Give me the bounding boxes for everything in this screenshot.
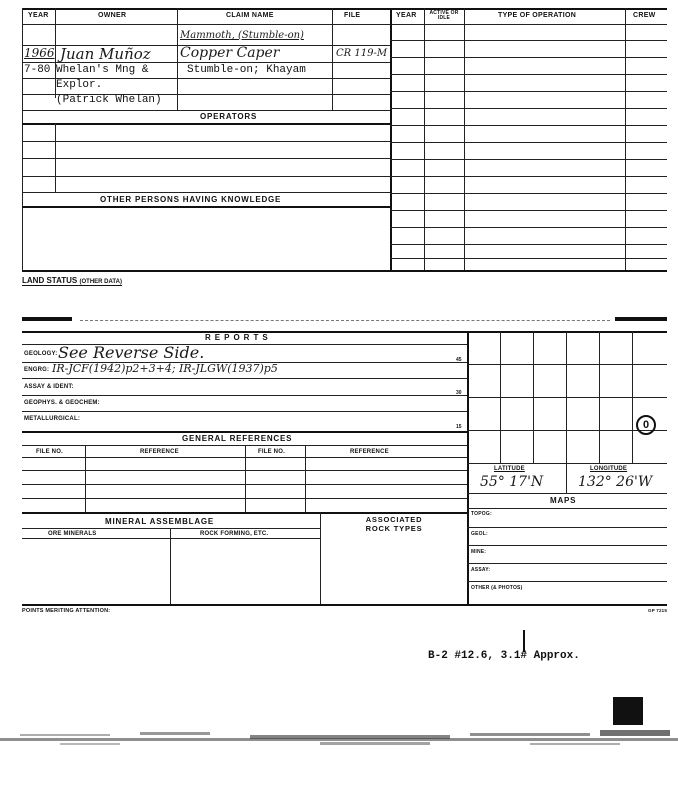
owner-row-2-year: 7-80 <box>24 64 51 76</box>
owner-row-1-year: 1966 <box>24 46 55 60</box>
header-type-of-operation: TYPE OF OPERATION <box>498 12 577 19</box>
header-op-year: YEAR <box>396 12 417 19</box>
latitude-value: 55° 17'N <box>480 474 544 490</box>
scan-noise-band <box>0 718 678 758</box>
assay-label: ASSAY & IDENT: <box>24 384 74 390</box>
header-year: YEAR <box>28 12 49 19</box>
gr-header-file-no-2: FILE NO. <box>258 449 285 455</box>
claim-row-0: Mammoth, (Stumble-on) <box>180 30 304 41</box>
gr-header-file-no-1: FILE NO. <box>36 449 63 455</box>
maps-topog: TOPOG: <box>471 511 492 517</box>
rock-forming-header: ROCK FORMING, ETC. <box>200 531 269 537</box>
owner-row-1-file: CR 119-M <box>336 48 388 59</box>
owner-row-2-claim: Stumble-on; Khayam <box>187 64 306 76</box>
owner-row-1-owner: Juan Muñoz <box>60 45 151 63</box>
header-crew: CREW <box>633 12 656 19</box>
engrg-value: IR-JCF(1942)p2+3+4; IR-JLGW(1937)p5 <box>52 362 278 375</box>
latitude-label: LATITUDE <box>494 466 525 472</box>
associated-rock-types-title: ASSOCIATED ROCK TYPES <box>365 515 423 533</box>
geology-label: GEOLOGY: <box>24 351 58 357</box>
header-claim-name: CLAIM NAME <box>226 12 274 19</box>
reports-title: REPORTS <box>205 333 272 342</box>
longitude-value: 132° 26'W <box>578 474 653 490</box>
bottom-note: B-2 #12.6, 3.1# Approx. <box>428 650 580 662</box>
general-references-title: GENERAL REFERENCES <box>182 434 293 443</box>
maps-other: OTHER (& PHOTOS) <box>471 585 523 591</box>
geophys-label: GEOPHYS. & GEOCHEM: <box>24 400 100 406</box>
owner-row-1-claim: Copper Caper <box>180 45 280 61</box>
side-number-30: 30 <box>456 390 462 396</box>
ore-minerals-header: ORE MINERALS <box>48 531 97 537</box>
land-status-subtitle: (OTHER DATA) <box>79 279 122 285</box>
knowledge-title: OTHER PERSONS HAVING KNOWLEDGE <box>100 195 282 204</box>
gr-header-reference-2: REFERENCE <box>350 449 389 455</box>
longitude-label: LONGITUDE <box>590 466 628 472</box>
mineral-assemblage-title: MINERAL ASSEMBLAGE <box>105 517 215 526</box>
side-number-15: 15 <box>456 424 462 430</box>
owner-row-2-owner: Whelan's Mng & <box>56 64 149 76</box>
gr-header-reference-1: REFERENCE <box>140 449 179 455</box>
form-number: GP 7215 <box>648 608 668 613</box>
location-circle: 0 <box>636 415 656 435</box>
maps-assay: ASSAY: <box>471 567 491 573</box>
maps-geol: GEOL: <box>471 531 488 537</box>
land-status-label <box>22 276 122 286</box>
owner-row-3-owner: Explor. <box>56 79 103 91</box>
note-tick <box>523 630 525 652</box>
header-file: FILE <box>344 12 361 19</box>
geology-value: See Reverse Side. <box>58 343 205 362</box>
header-owner: OWNER <box>98 12 127 19</box>
maps-mine: MINE: <box>471 549 487 555</box>
points-meriting-attention: POINTS MERITING ATTENTION: <box>22 608 111 614</box>
side-number-45: 45 <box>456 357 462 363</box>
header-active-idle: ACTIVE OR IDLE <box>429 10 459 21</box>
metallurgical-label: METALLURGICAL: <box>24 416 81 422</box>
owner-row-4-owner: (Patrick Whelan) <box>56 94 162 106</box>
operators-title: OPERATORS <box>200 112 258 121</box>
engrg-label: ENGRG: <box>24 367 50 373</box>
land-status-title: LAND STATUS <box>22 276 78 285</box>
maps-title: MAPS <box>550 496 577 505</box>
